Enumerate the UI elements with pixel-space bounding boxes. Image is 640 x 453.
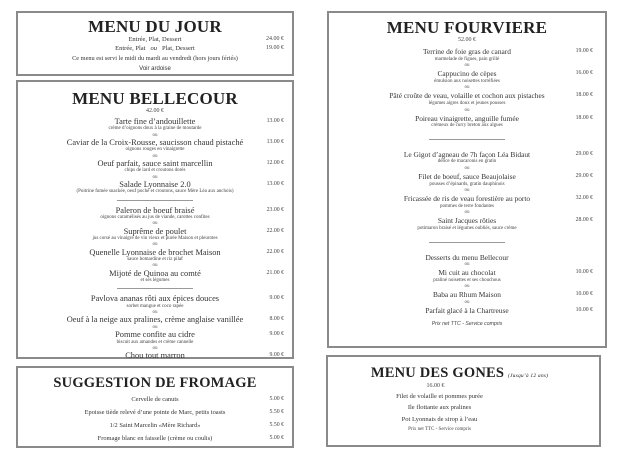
- fromage-row: [18, 393, 292, 406]
- dish-description: marmelade de figues, pain grillé: [434, 56, 500, 62]
- dish-price: 16.00 €: [575, 70, 593, 77]
- dish-row: [18, 138, 292, 147]
- dish-row: [329, 69, 605, 79]
- dish-row: [18, 180, 292, 189]
- dish-price: 22.00 €: [266, 227, 284, 234]
- dish-row: [329, 268, 605, 278]
- dish-name: Terrine de foie gras de canard: [423, 47, 511, 56]
- or-separator: ou: [152, 309, 158, 315]
- row-label-b: Plat, Dessert: [161, 45, 195, 52]
- menu-des-gones-panel: [326, 355, 601, 447]
- dish-name: Le Gigot d’agneau de 7h façon Léa Bidaut: [403, 149, 531, 159]
- dish-price: 29.00 €: [575, 172, 593, 179]
- gones-item: Ile flottante aux pralines: [407, 404, 472, 411]
- dish-description: potimaron braisé et légumes oubliés, sauce crème: [417, 225, 517, 231]
- or-separator: ou: [464, 63, 470, 69]
- dish-description: crémeux de curry breton aux algues: [431, 123, 503, 129]
- dish-row: [18, 269, 292, 278]
- dish-name: Pâté croûte de veau, volaille et cochon aux pistaches: [389, 91, 545, 101]
- or-separator: ou: [464, 188, 470, 194]
- bellecour-desserts: [18, 294, 292, 360]
- dish-description: et ses légumes: [140, 278, 170, 284]
- dish-description: (Poitrine fumée snackée, oeuf poché et croutons, sauce Mère Léa aux anchois): [76, 189, 234, 195]
- dish-row: [18, 117, 292, 126]
- dish-price: 13.00 €: [266, 139, 284, 146]
- dish-name: Poireau vinaigrette, anguille fumée: [415, 113, 519, 123]
- gones-item: Pot Lyonnais de sirop à l’eau: [401, 415, 478, 423]
- or-separator: ou: [152, 345, 158, 351]
- or-separator: ou: [464, 284, 470, 290]
- dish-price: 29.00 €: [575, 150, 593, 157]
- dish-price: 18.00 €: [575, 92, 593, 99]
- or-separator: ou: [152, 174, 158, 180]
- dish-price: 10.00 €: [575, 306, 593, 313]
- dish-description: jus corsé au vinaigre de vin vieux et purée Maison et pleurotes: [92, 236, 218, 242]
- gones-item: Filet de volaille et pommes purée: [396, 392, 483, 400]
- dish-price: 21.00 €: [266, 269, 284, 276]
- menu-bellecour-panel: [16, 80, 294, 359]
- dish-name: Chou tout marron: [125, 351, 185, 361]
- dish-row: [329, 47, 605, 57]
- menu-fourviere-price: 52.00 €: [458, 37, 476, 43]
- dish-row: [18, 206, 292, 215]
- dish-row: [18, 330, 292, 339]
- fromage-name: Epoisse tiède relevé d’une pointe de Marc, petits toasts: [84, 408, 226, 416]
- dish-price: 12.00 €: [266, 160, 284, 167]
- fourviere-desserts: [329, 268, 605, 315]
- menu-fourviere-panel: [327, 11, 607, 348]
- dish-name: Tarte fine d’andouillette: [114, 117, 196, 126]
- or-separator: ou: [152, 242, 158, 248]
- dish-row: [329, 172, 605, 182]
- dish-description: sorbet mangue et coco rapée: [126, 303, 184, 309]
- section-divider: [429, 139, 505, 140]
- dish-description: sauce homardine et riz pilaf: [127, 257, 183, 263]
- dish-row: [329, 290, 605, 300]
- dish-name: Parfait glacé à la Chartreuse: [425, 305, 509, 315]
- dish-name: Baba au Rhum Maison: [433, 290, 501, 300]
- fromage-price: 5.00 €: [269, 435, 284, 442]
- fromage-title: SUGGESTION DE FROMAGE: [53, 375, 257, 391]
- dish-name: Mijoté de Quinoa au comté: [109, 268, 201, 278]
- section-divider: [429, 242, 505, 243]
- or-separator: ou: [152, 153, 158, 159]
- desserts-intro: Desserts du menu Bellecour: [425, 252, 509, 262]
- dish-price: 13.00 €: [266, 181, 284, 188]
- or-separator: ou: [464, 165, 470, 171]
- dish-name: Cappucino de cèpes: [437, 69, 497, 79]
- menu-du-jour-row: [18, 35, 292, 44]
- dish-name: Oeuf parfait, sauce saint marcellin: [97, 159, 213, 169]
- dish-row: [329, 194, 605, 204]
- menu-des-gones-title: [320, 366, 599, 381]
- dish-name: Salade Lyonnaise 2.0: [119, 180, 191, 190]
- or-separator: ou: [152, 324, 158, 330]
- or-word: ou: [150, 45, 157, 52]
- fourviere-plats: [329, 150, 605, 233]
- dish-row: [329, 91, 605, 101]
- dish-name: Filet de boeuf, sauce Beaujolaise: [418, 171, 516, 181]
- row-price: 19.00 €: [266, 45, 284, 51]
- or-separator: ou: [152, 263, 158, 269]
- dish-price: 32.00 €: [575, 195, 593, 202]
- dish-row: [18, 248, 292, 257]
- fromage-row: [18, 419, 292, 432]
- dish-price: 9.00 €: [269, 352, 284, 359]
- menu-du-jour-panel: [16, 11, 294, 76]
- dish-row: [18, 227, 292, 236]
- dish-row: [18, 351, 292, 360]
- dish-name: Paleron de boeuf braisé: [115, 205, 195, 215]
- dish-description: chips de lard et croutons dorés: [124, 168, 186, 174]
- dish-name: Suprême de poulet: [123, 226, 187, 236]
- fromage-name: Fromage blanc en faisselle (crème ou coulis): [97, 435, 213, 443]
- dish-row: [329, 216, 605, 226]
- dish-row: [329, 114, 605, 124]
- bellecour-entrees: [18, 117, 292, 196]
- or-separator: ou: [464, 210, 470, 216]
- dish-price: 8.00 €: [269, 316, 284, 323]
- fromage-name: 1/2 Saint Marcelin «Mère Richard»: [109, 422, 201, 430]
- dish-row: [329, 150, 605, 160]
- menu-bellecour-price: 42.00 €: [146, 108, 164, 114]
- voir-ardoise-note: Voir ardoise: [139, 66, 171, 72]
- dish-description: délice de macaronis en gratin: [437, 159, 497, 165]
- fromage-row: [18, 406, 292, 419]
- menu-du-jour-row: [18, 44, 292, 53]
- dish-name: Quenelle Lyonnaise de brochet Maison: [89, 247, 221, 257]
- dish-price: 10.00 €: [575, 291, 593, 298]
- menu-bellecour-title: MENU BELLECOUR: [72, 89, 238, 108]
- fromage-price: 5.00 €: [269, 395, 284, 402]
- suggestion-fromage-panel: [16, 366, 294, 448]
- dish-price: 23.00 €: [266, 206, 284, 213]
- or-separator: ou: [464, 107, 470, 113]
- section-divider: [117, 288, 193, 289]
- dish-row: [18, 315, 292, 324]
- dish-price: 28.00 €: [575, 217, 593, 224]
- dish-name: Fricassée de ris de veau forestière au porto: [403, 194, 531, 204]
- dish-name: Oeuf à la neige aux pralines, crème anglaise vanillée: [66, 315, 244, 325]
- dish-description: légumes aigres doux et jeunes pousses: [428, 100, 506, 106]
- gones-footer: Prix net TTC - Service compris: [408, 427, 471, 432]
- bellecour-plats: [18, 206, 292, 285]
- menu-fourviere-title: MENU FOURVIERE: [386, 18, 548, 37]
- menu-du-jour-note: Ce menu est servi le midi du mardi au vendredi (hors jours fériés): [72, 55, 238, 62]
- or-separator: ou: [152, 132, 158, 138]
- row-label-a: Entrée, Plat: [115, 45, 146, 52]
- dish-description: oignons caramélisés au jus de viande, carottes confites: [100, 215, 210, 221]
- dish-description: crème d’oignons doux à la graine de moutarde: [108, 126, 202, 132]
- dish-row: [329, 306, 605, 316]
- dish-name: Pavlova ananas rôti aux épices douces: [90, 294, 220, 304]
- dish-name: Pomme confite au cidre: [115, 330, 195, 340]
- dish-name: Saint Jacques rôties: [437, 216, 497, 226]
- dish-row: [18, 294, 292, 303]
- dish-description: praliné noisettes et ses chouchous: [433, 277, 501, 283]
- dish-price: 9.00 €: [269, 295, 284, 302]
- fourviere-footer: Prix net TTC - Service compris: [431, 321, 503, 328]
- section-divider: [117, 200, 193, 201]
- dish-description: émulsion aux noisettes torréfiées: [434, 78, 500, 84]
- fromage-row: [18, 432, 292, 445]
- dish-description: biscuit aux amandes et crème cannelle: [116, 339, 194, 345]
- or-separator: ou: [152, 221, 158, 227]
- fromage-price: 5.50 €: [269, 422, 284, 429]
- dish-description: pousses d’épinards, gratin dauphinois: [429, 181, 505, 187]
- or-separator: ou: [464, 299, 470, 305]
- fourviere-entrees: [329, 47, 605, 130]
- dish-price: 18.00 €: [575, 114, 593, 121]
- dish-price: 19.00 €: [575, 48, 593, 54]
- gones-price: 16.00 €: [426, 382, 445, 389]
- or-separator: ou: [464, 85, 470, 91]
- gones-title-text: MENU DES GONES: [370, 365, 505, 381]
- fromage-items: [18, 393, 292, 446]
- menu-du-jour-title: MENU DU JOUR: [88, 17, 222, 36]
- dish-price: 10.00 €: [575, 269, 593, 276]
- row-price: 24.00 €: [266, 36, 284, 42]
- row-label: Entrée, Plat, Dessert: [128, 36, 182, 43]
- dish-price: 22.00 €: [266, 248, 284, 255]
- dish-row: [18, 159, 292, 168]
- fromage-price: 5.50 €: [269, 408, 284, 415]
- gones-age-note: (Jusqu’à 12 ans): [507, 373, 549, 379]
- dish-price: 13.00 €: [266, 118, 284, 124]
- dish-description: pommes de terre fondantes: [439, 203, 494, 209]
- dish-description: oignons rouges en vinaigrette: [125, 147, 185, 153]
- fromage-name: Cervelle de canuts: [131, 395, 179, 403]
- or-separator: ou: [464, 262, 470, 268]
- dish-name: Mi cuit au chocolat: [438, 268, 496, 278]
- dish-price: 9.00 €: [269, 331, 284, 338]
- dish-name: Caviar de la Croix-Rousse, saucisson chaud pistaché: [66, 138, 244, 148]
